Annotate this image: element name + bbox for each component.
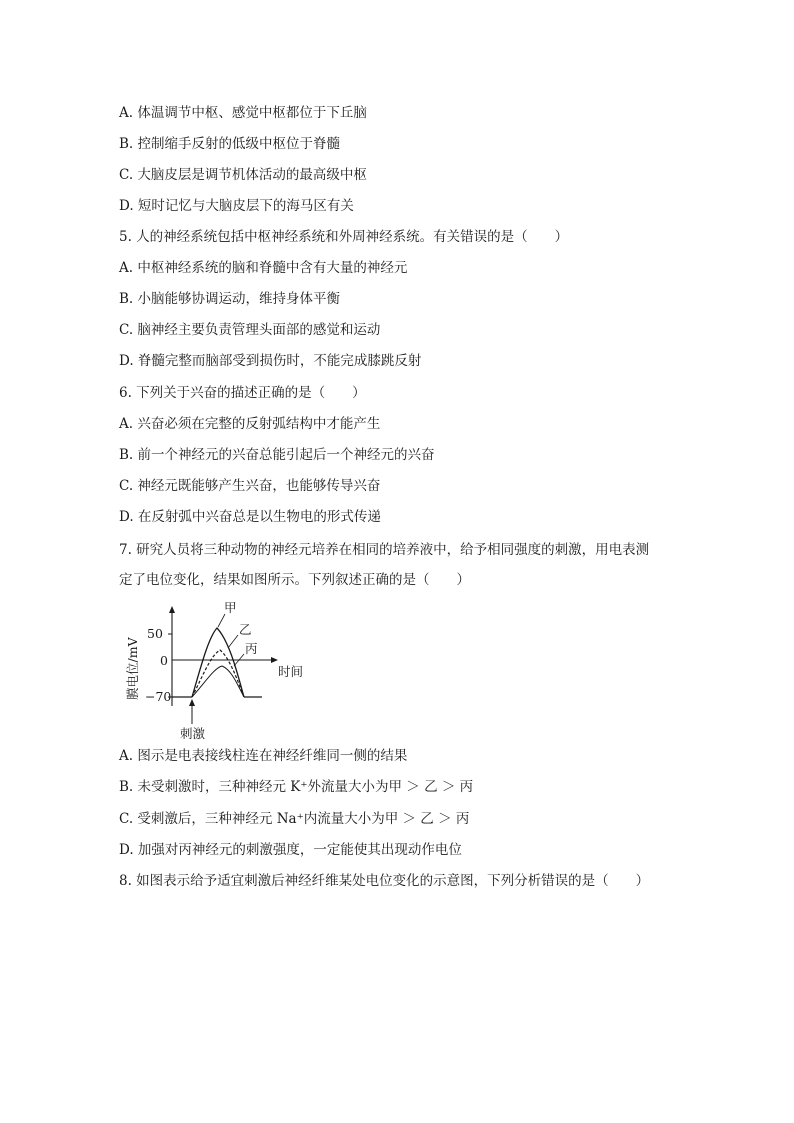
membrane-potential-figure bbox=[122, 598, 322, 740]
question-7-stem-line1: 7. 研究人员将三种动物的神经元培养在相同的培养液中，给予相同强度的刺激，用电表测 bbox=[119, 542, 650, 558]
tick-label-neg70: −70 bbox=[145, 689, 172, 704]
option-4a: A. 体温调节中枢、感觉中枢都位于下丘脑 bbox=[119, 105, 367, 121]
leader-yi bbox=[228, 635, 238, 648]
y-axis-arrow bbox=[169, 606, 175, 613]
option-7b: B. 未受刺激时，三种神经元 K⁺外流量大小为甲 ＞ 乙 ＞ 丙 bbox=[119, 779, 474, 795]
stimulus-arrow-head bbox=[189, 699, 195, 706]
option-7c: C. 受刺激后，三种神经元 Na⁺内流量大小为甲 ＞ 乙 ＞ 丙 bbox=[119, 811, 470, 827]
curve-yi bbox=[192, 650, 244, 697]
option-5a: A. 中枢神经系统的脑和脊髓中含有大量的神经元 bbox=[119, 260, 408, 276]
tick-label-50: 50 bbox=[147, 626, 163, 641]
option-6b: B. 前一个神经元的兴奋总能引起后一个神经元的兴奋 bbox=[119, 447, 435, 463]
question-8-stem: 8. 如图表示给予适宜刺激后神经纤维某处电位变化的示意图，下列分析错误的是（ ） bbox=[119, 873, 650, 889]
curve-label-bing: 丙 bbox=[245, 641, 258, 656]
figure-svg bbox=[122, 598, 322, 740]
option-4c: C. 大脑皮层是调节机体活动的最高级中枢 bbox=[119, 167, 367, 183]
option-6d: D. 在反射弧中兴奋总是以生物电的形式传递 bbox=[119, 509, 381, 525]
question-5-stem: 5. 人的神经系统包括中枢神经系统和外周神经系统。有关错误的是（ ） bbox=[119, 229, 569, 245]
x-axis-label: 时间 bbox=[278, 664, 304, 679]
tick-label-0: 0 bbox=[160, 653, 168, 668]
option-5d: D. 脊髓完整而脑部受到损伤时，不能完成膝跳反射 bbox=[119, 353, 422, 369]
option-6a: A. 兴奋必须在完整的反射弧结构中才能产生 bbox=[119, 416, 381, 432]
option-5c: C. 脑神经主要负责管理头面部的感觉和运动 bbox=[119, 322, 381, 338]
option-7d: D. 加强对丙神经元的刺激强度，一定能使其出现动作电位 bbox=[119, 842, 462, 858]
option-5b: B. 小脑能够协调运动，维持身体平衡 bbox=[119, 291, 341, 307]
leader-jia bbox=[218, 614, 225, 627]
option-6c: C. 神经元既能够产生兴奋，也能够传导兴奋 bbox=[119, 478, 381, 494]
x-axis-arrow bbox=[271, 657, 278, 663]
curve-label-jia: 甲 bbox=[224, 600, 237, 615]
curve-label-yi: 乙 bbox=[239, 622, 252, 637]
stimulus-label: 刺激 bbox=[180, 726, 206, 740]
option-4d: D. 短时记忆与大脑皮层下的海马区有关 bbox=[119, 198, 354, 214]
option-4b: B. 控制缩手反射的低级中枢位于脊髓 bbox=[119, 136, 341, 152]
curve-jia bbox=[192, 628, 244, 697]
question-6-stem: 6. 下列关于兴奋的描述正确的是（ ） bbox=[119, 385, 366, 401]
option-7a: A. 图示是电表接线柱连在神经纤维同一侧的结果 bbox=[119, 748, 408, 764]
y-axis-label: 膜电位/mV bbox=[125, 637, 140, 700]
question-7-stem-line2: 定了电位变化，结果如图所示。下列叙述正确的是（ ） bbox=[119, 572, 470, 588]
